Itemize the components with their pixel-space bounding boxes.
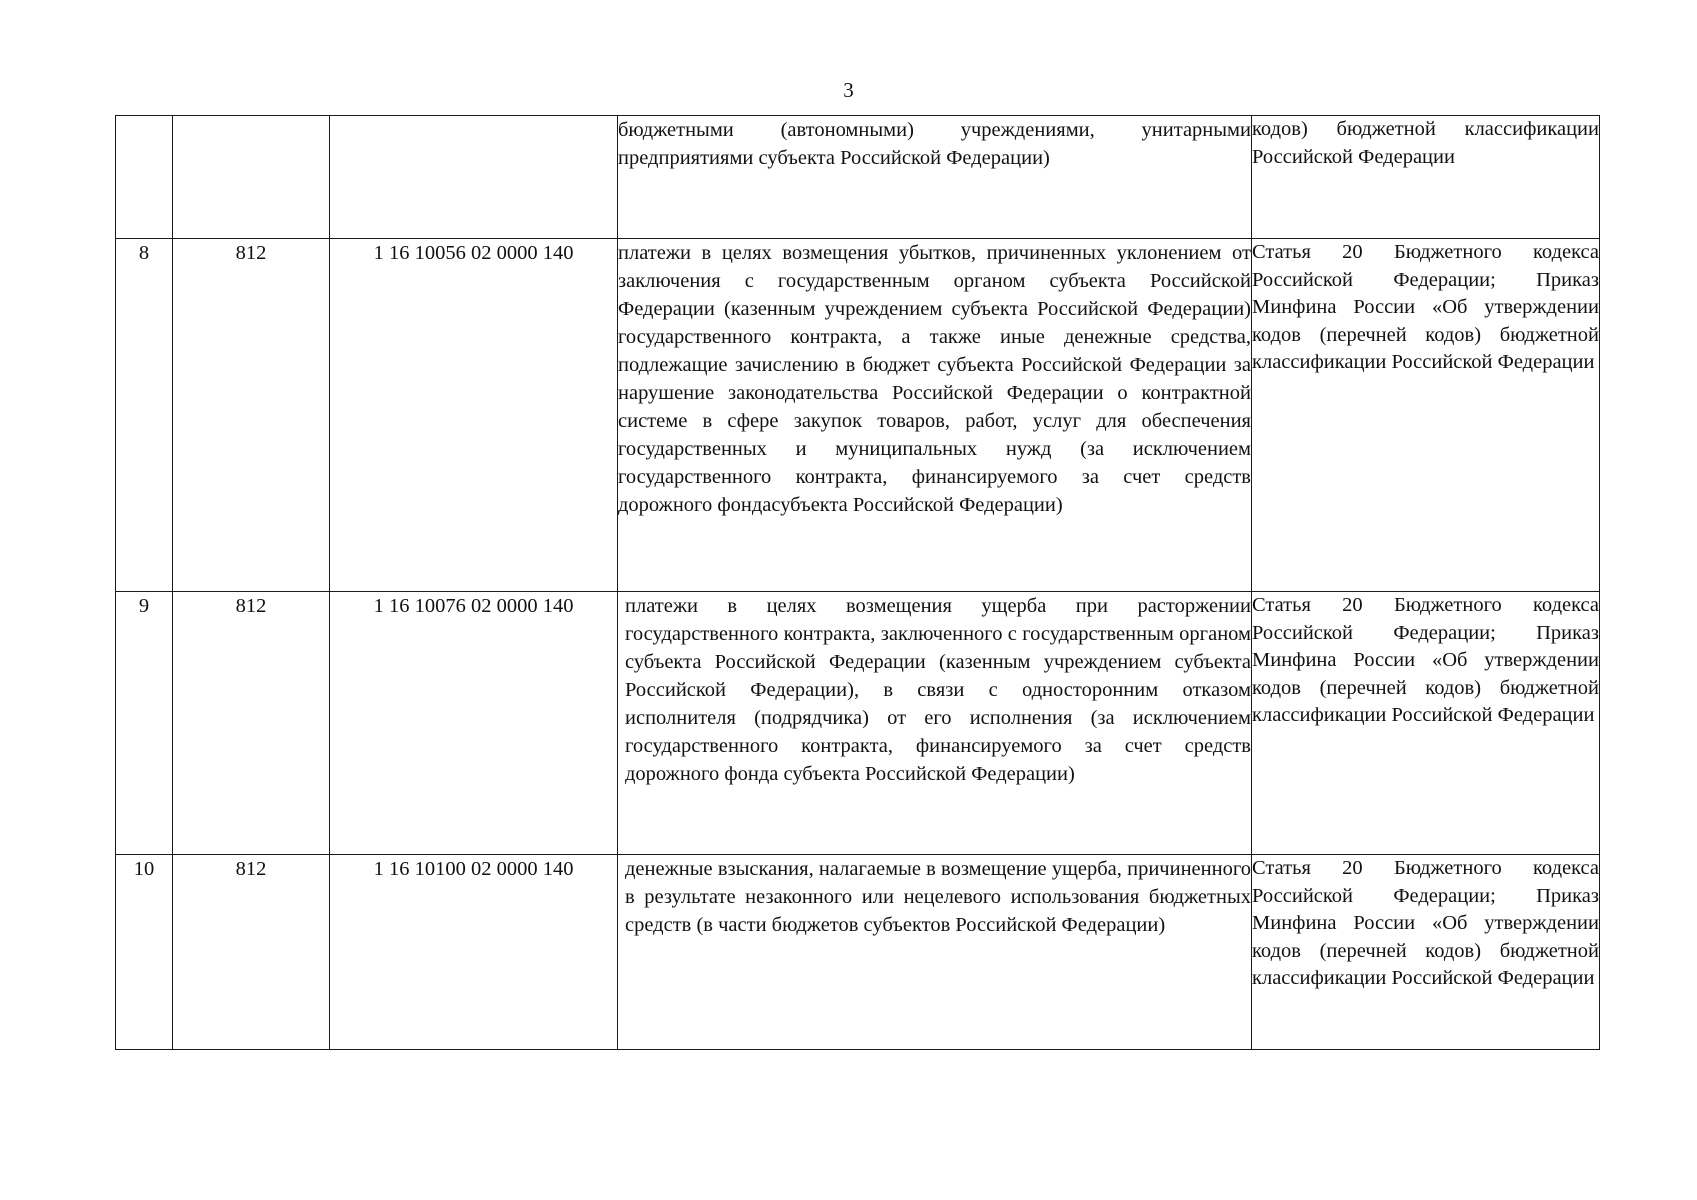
legal-basis: Статья 20 Бюджетного кодекса Российской Федерации; Приказ Минфина России «Об утверждении кодов (перечней кодов) бюджетной классификации Российской Федерации [1252, 592, 1600, 855]
budget-classification-code [330, 116, 618, 239]
income-description: платежи в целях возмещения ущерба при расторжении государственного контракта, заключенного с государственным органом субъекта Российской Федерации (казенным учреждением субъекта Российской Федерации), в связи с односторонним отказом исполнителя (подрядчика) от его исполнения (за исключением государственного контракта, финансируемого за счет средств дорожного фонда субъекта Российской Федерации) [618, 592, 1252, 855]
legal-basis: Статья 20 Бюджетного кодекса Российской Федерации; Приказ Минфина России «Об утверждении кодов (перечней кодов) бюджетной классификации Российской Федерации [1252, 855, 1600, 1050]
row-number [116, 116, 173, 239]
income-description: денежные взыскания, налагаемые в возмещение ущерба, причиненного в результате незаконного или нецелевого использования бюджетных средств (в части бюджетов субъектов Российской Федерации) [618, 855, 1252, 1050]
row-number: 9 [116, 592, 173, 855]
income-description: бюджетными (автономными) учреждениями, унитарными предприятиями субъекта Российской Федерации) [618, 116, 1252, 239]
budget-classification-code: 1 16 10076 02 0000 140 [330, 592, 618, 855]
table-row [116, 592, 1600, 855]
row-number: 8 [116, 239, 173, 592]
legal-basis: кодов) бюджетной классификации Российской Федерации [1252, 116, 1600, 239]
budget-codes-table [115, 115, 1600, 1050]
legal-basis: Статья 20 Бюджетного кодекса Российской Федерации; Приказ Минфина России «Об утверждении кодов (перечней кодов) бюджетной классификации Российской Федерации [1252, 239, 1600, 592]
budget-classification-code: 1 16 10056 02 0000 140 [330, 239, 618, 592]
admin-code: 812 [173, 592, 330, 855]
budget-classification-code: 1 16 10100 02 0000 140 [330, 855, 618, 1050]
admin-code: 812 [173, 239, 330, 592]
row-number: 10 [116, 855, 173, 1050]
table-row [116, 116, 1600, 239]
page-number: 3 [843, 78, 854, 102]
table-row [116, 855, 1600, 1050]
table-row [116, 239, 1600, 592]
income-description: платежи в целях возмещения убытков, причиненных уклонением от заключения с государственным органом субъекта Российской Федерации (казенным учреждением субъекта Российской Федерации) государственного контракта, а также иные денежные средства, подлежащие зачислению в бюджет субъекта Российской Федерации за нарушение законодательства Российской Федерации о контрактной системе в сфере закупок товаров, работ, услуг для обеспечения государственных и муниципальных нужд (за исключением государственного контракта, финансируемого за счет средств дорожного фондасубъекта Российской Федерации) [618, 239, 1252, 592]
admin-code: 812 [173, 855, 330, 1050]
admin-code [173, 116, 330, 239]
